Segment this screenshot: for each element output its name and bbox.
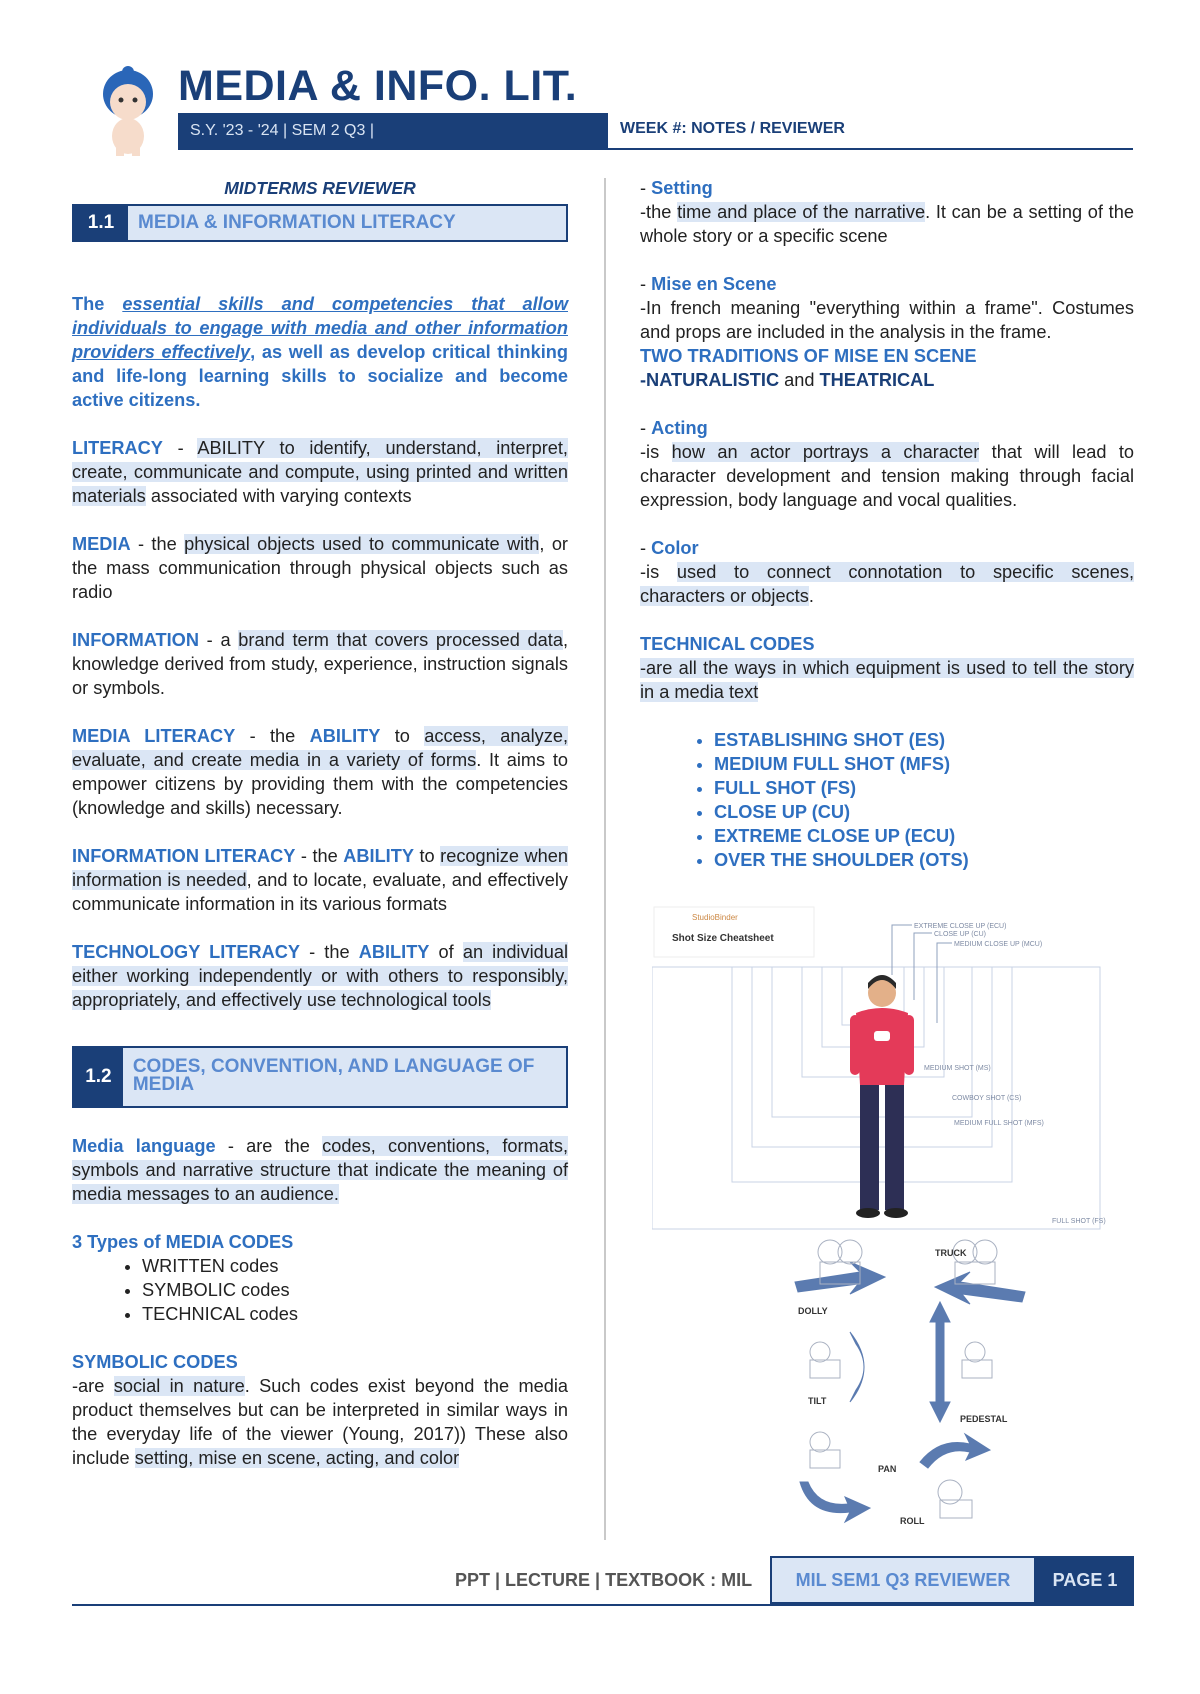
technical-codes-heading: TECHNICAL CODES xyxy=(640,634,815,654)
svg-text:COWBOY SHOT (CS): COWBOY SHOT (CS) xyxy=(952,1095,1022,1102)
school-year-bar: S.Y. '23 - '24 | SEM 2 Q3 | xyxy=(178,113,608,148)
footer-sources: PPT | LECTURE | TEXTBOOK : MIL xyxy=(455,1570,753,1590)
footer-rule xyxy=(72,1604,1134,1606)
svg-text:DOLLY: DOLLY xyxy=(798,1306,828,1316)
information-definition: INFORMATION - a brand term that covers processed data, knowledge derived from study, experience, instruction signals or symbols. xyxy=(72,630,568,698)
mil-definition: The essential skills and competencies that allow individuals to engage with media and other information providers effectively, as well as develop critical thinking and life-long learning skills to socialize and become active citizens. xyxy=(72,294,568,410)
list-item: • TECHNICAL codes xyxy=(142,1302,568,1326)
acting-text: -is how an actor portrays a character that will lead to character development and tension making through facial expression, body language and vocal qualities. xyxy=(640,442,1134,510)
literacy-definition: LITERACY - ABILITY to identify, understand, interpret, create, communicate and compute, using printed and written materials associated with varying contexts xyxy=(72,438,568,506)
camera-movement-figure xyxy=(790,1232,1035,1532)
mise-text: -In french meaning "everything within a frame". Costumes and props are included in the analysis in the frame. xyxy=(640,298,1134,342)
figure-brand: StudioBinder xyxy=(692,913,738,922)
section-number: 1.1 xyxy=(74,206,128,240)
traditions-text: -NATURALISTIC and THEATRICAL xyxy=(640,370,935,390)
svg-text:ROLL: ROLL xyxy=(900,1516,925,1526)
section-1-1-header xyxy=(72,204,568,242)
page-number: PAGE 1 xyxy=(1036,1556,1134,1604)
media-language-definition: Media language - are the codes, conventions, formats, symbols and narrative structure that indicate the meaning of media messages to an audience. xyxy=(72,1136,569,1204)
list-item: • WRITTEN codes xyxy=(142,1254,568,1278)
acting-heading: - Acting xyxy=(640,418,708,438)
left-column xyxy=(72,176,568,1470)
footer-reviewer-label: MIL SEM1 Q3 REVIEWER xyxy=(770,1556,1036,1604)
svg-text:TRUCK: TRUCK xyxy=(935,1248,967,1258)
media-definition: MEDIA - the physical objects used to communicate with, or the mass communication through physical objects such as radio xyxy=(72,534,568,602)
setting-text: -the time and place of the narrative. It can be a setting of the whole story or a specific scene xyxy=(640,202,1134,246)
reviewer-title: MIDTERMS REVIEWER xyxy=(224,178,416,198)
list-item: • ESTABLISHING SHOT (ES) xyxy=(714,728,1134,752)
list-item: • OVER THE SHOULDER (OTS) xyxy=(714,848,1134,872)
color-heading: - Color xyxy=(640,538,699,558)
svg-text:MEDIUM SHOT (MS): MEDIUM SHOT (MS) xyxy=(924,1065,991,1072)
svg-text:PAN: PAN xyxy=(878,1464,897,1474)
svg-text:FULL SHOT (FS): FULL SHOT (FS) xyxy=(1052,1218,1106,1225)
list-item: • FULL SHOT (FS) xyxy=(714,776,1134,800)
svg-text:PEDESTAL: PEDESTAL xyxy=(960,1414,1008,1424)
shot-size-figure xyxy=(652,905,1142,1230)
technology-literacy-definition: TECHNOLOGY LITERACY - the ABILITY of an individual either working independently or with others to responsibly, appropriately, and effectively use technological tools xyxy=(72,942,568,1010)
header-rule xyxy=(178,148,1133,150)
column-divider xyxy=(604,178,606,1540)
mascot-logo xyxy=(92,64,164,156)
list-item: • SYMBOLIC codes xyxy=(142,1278,568,1302)
mise-heading: - Mise en Scene xyxy=(640,274,777,294)
right-column xyxy=(640,176,1134,896)
color-text: -is used to connect connotation to specific scenes, characters or objects. xyxy=(640,562,1134,606)
figure-title: Shot Size Cheatsheet xyxy=(672,933,774,944)
section-number: 1.2 xyxy=(74,1048,123,1106)
section-title: CODES, CONVENTION, AND LANGUAGE OF MEDIA xyxy=(132,1056,535,1095)
technical-codes-text: -are all the ways in which equipment is used to tell the story in a media text xyxy=(640,658,1134,702)
svg-text:CLOSE UP (CU): CLOSE UP (CU) xyxy=(934,931,986,938)
shot-list xyxy=(640,728,1134,872)
svg-text:MEDIUM FULL SHOT (MFS): MEDIUM FULL SHOT (MFS) xyxy=(954,1120,1044,1127)
media-codes-list xyxy=(72,1254,568,1326)
symbolic-codes-text: -are social in nature. Such codes exist beyond the media product themselves but can be interpreted in similar ways in the everyday life of the viewer (Young, 2017)) These also include setting, mise en scene, acting, and color xyxy=(72,1376,568,1468)
media-literacy-definition: MEDIA LITERACY - the ABILITY to access, analyze, evaluate, and create media in a variety of forms. It aims to empower citizens by providing them with the competencies (knowledge and skills) necessary. xyxy=(72,726,569,818)
setting-heading: - Setting xyxy=(640,178,713,198)
traditions-heading: TWO TRADITIONS OF MISE EN SCENE xyxy=(640,346,977,366)
media-codes-title: 3 Types of MEDIA CODES xyxy=(72,1232,294,1252)
section-1-2-header xyxy=(72,1046,568,1108)
list-item: • EXTREME CLOSE UP (ECU) xyxy=(714,824,1134,848)
list-item: • CLOSE UP (CU) xyxy=(714,800,1134,824)
page-title: MEDIA & INFO. LIT. xyxy=(178,62,578,110)
symbolic-codes-heading: SYMBOLIC CODES xyxy=(72,1352,238,1372)
information-literacy-definition: INFORMATION LITERACY - the ABILITY to recognize when information is needed, and to locate, evaluate, and effectively communicate information in its various formats xyxy=(72,846,569,914)
svg-text:MEDIUM CLOSE UP (MCU): MEDIUM CLOSE UP (MCU) xyxy=(954,941,1043,948)
week-label: WEEK #: NOTES / REVIEWER xyxy=(620,120,845,137)
svg-text:EXTREME CLOSE UP (ECU): EXTREME CLOSE UP (ECU) xyxy=(914,923,1007,930)
list-item: • MEDIUM FULL SHOT (MFS) xyxy=(714,752,1134,776)
section-title: MEDIA & INFORMATION LITERACY xyxy=(138,212,456,233)
svg-text:TILT: TILT xyxy=(808,1396,827,1406)
